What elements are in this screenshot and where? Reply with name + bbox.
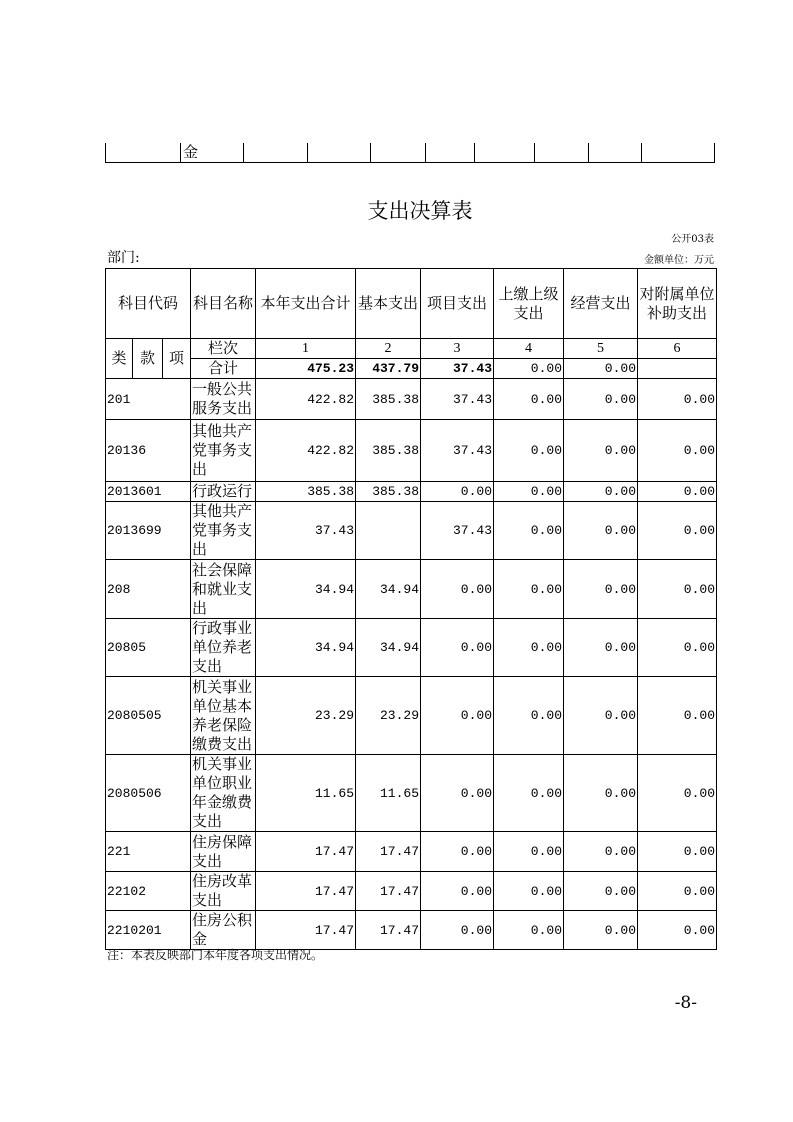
- header-business-expenditure: 经营支出: [564, 269, 638, 339]
- column-index-label: 栏次: [191, 339, 256, 359]
- subject-name: 行政运行: [191, 482, 256, 502]
- subject-name: 机关事业单位职业年金缴费支出: [191, 755, 256, 832]
- project-expenditure: 37.43: [421, 420, 494, 482]
- upper-remittance-expenditure: 0.00: [494, 677, 564, 755]
- table-row: [106, 872, 717, 911]
- upper-remittance-expenditure: 0.00: [494, 502, 564, 560]
- project-expenditure: 0.00: [421, 832, 494, 872]
- basic-expenditure: 17.47: [356, 872, 421, 911]
- project-expenditure: 0.00: [421, 755, 494, 832]
- header-upper-remittance: 上缴上级支出: [494, 269, 564, 339]
- business-expenditure: 0.00: [564, 420, 638, 482]
- subject-name: 其他共产党事务支出: [191, 502, 256, 560]
- totals-label: 合计: [191, 359, 256, 379]
- total-expenditure: 422.82: [256, 379, 356, 420]
- subsidiary-subsidy-expenditure: 0.00: [638, 502, 717, 560]
- basic-expenditure: 385.38: [356, 379, 421, 420]
- upper-remittance-expenditure: 0.00: [494, 832, 564, 872]
- fragment-cell: [371, 143, 426, 163]
- upper-remittance-expenditure: 0.00: [494, 420, 564, 482]
- page-number: -8-: [674, 993, 697, 1013]
- business-expenditure: 0.00: [564, 502, 638, 560]
- column-number: 2: [356, 339, 421, 359]
- total-expenditure: 422.82: [256, 420, 356, 482]
- fragment-cell: [106, 143, 181, 163]
- business-expenditure: 0.00: [564, 560, 638, 619]
- table-row: [106, 502, 717, 560]
- subject-name: 住房公积金: [191, 911, 256, 950]
- fragment-cell: [642, 143, 715, 163]
- subject-code: 20805: [106, 619, 191, 677]
- table-row: [106, 832, 717, 872]
- business-expenditure: 0.00: [564, 379, 638, 420]
- subject-name: 机关事业单位基本养老保险缴费支出: [191, 677, 256, 755]
- fragment-cell: [535, 143, 589, 163]
- basic-expenditure: 34.94: [356, 619, 421, 677]
- column-number: 1: [256, 339, 356, 359]
- column-index-row: [106, 339, 717, 359]
- upper-remittance-expenditure: 0.00: [494, 911, 564, 950]
- table-row: [106, 755, 717, 832]
- basic-expenditure: 17.47: [356, 832, 421, 872]
- total-expenditure: 17.47: [256, 832, 356, 872]
- page-title: 支出决算表: [367, 199, 473, 223]
- fragment-cell: [426, 143, 475, 163]
- business-expenditure: 0.00: [564, 832, 638, 872]
- subsidiary-subsidy-expenditure: 0.00: [638, 832, 717, 872]
- basic-expenditure: 34.94: [356, 560, 421, 619]
- subject-code: 2210201: [106, 911, 191, 950]
- upper-remittance-expenditure: 0.00: [494, 560, 564, 619]
- project-expenditure: 0.00: [421, 872, 494, 911]
- upper-remittance-expenditure: 0.00: [494, 755, 564, 832]
- column-number: 3: [421, 339, 494, 359]
- basic-expenditure: [356, 502, 421, 560]
- table-row: [106, 420, 717, 482]
- subsidiary-subsidy-expenditure: 0.00: [638, 755, 717, 832]
- business-expenditure: 0.00: [564, 482, 638, 502]
- total-expenditure: 23.29: [256, 677, 356, 755]
- amount-unit-label: 金额单位：万元: [644, 255, 714, 266]
- project-expenditure: 0.00: [421, 619, 494, 677]
- header-subsidiary-subsidy: 对附属单位补助支出: [638, 269, 717, 339]
- fragment-row: [106, 143, 715, 163]
- upper-remittance-expenditure: 0.00: [494, 482, 564, 502]
- upper-remittance-expenditure: 0.00: [494, 619, 564, 677]
- subject-name: 一般公共服务支出: [191, 379, 256, 420]
- header-subject-code: 科目代码: [106, 269, 191, 339]
- table-row: [106, 619, 717, 677]
- business-expenditure: 0.00: [564, 911, 638, 950]
- column-number: 4: [494, 339, 564, 359]
- table-row: [106, 560, 717, 619]
- subject-code: 22102: [106, 872, 191, 911]
- header-basic-expenditure: 基本支出: [356, 269, 421, 339]
- subject-code: 2013601: [106, 482, 191, 502]
- table-row: [106, 482, 717, 502]
- upper-remittance-expenditure: 0.00: [494, 379, 564, 420]
- subsidiary-subsidy-expenditure: 0.00: [638, 420, 717, 482]
- subsidiary-subsidy-expenditure: 0.00: [638, 560, 717, 619]
- upper-remittance-expenditure: 0.00: [494, 872, 564, 911]
- subsidiary-subsidy-expenditure: 0.00: [638, 677, 717, 755]
- subject-name: 住房改革支出: [191, 872, 256, 911]
- total-expenditure: 34.94: [256, 560, 356, 619]
- header-section: 款: [133, 339, 163, 379]
- fragment-cell: [308, 143, 371, 163]
- total-expenditure: 17.47: [256, 911, 356, 950]
- total-expenditure: 17.47: [256, 872, 356, 911]
- table-row: [106, 911, 717, 950]
- subject-code: 2013699: [106, 502, 191, 560]
- subject-name: 社会保障和就业支出: [191, 560, 256, 619]
- subject-code: 201: [106, 379, 191, 420]
- subsidiary-subsidy-expenditure: 0.00: [638, 379, 717, 420]
- previous-table-fragment: [105, 143, 715, 163]
- fragment-cell: [475, 143, 535, 163]
- form-number: 公开03表: [671, 234, 714, 245]
- subsidiary-subsidy-expenditure: 0.00: [638, 872, 717, 911]
- subject-code: 2080505: [106, 677, 191, 755]
- subject-code: 221: [106, 832, 191, 872]
- business-expenditure: 0.00: [564, 755, 638, 832]
- total-expenditure: 385.38: [256, 482, 356, 502]
- subject-name: 行政事业单位养老支出: [191, 619, 256, 677]
- basic-expenditure: 17.47: [356, 911, 421, 950]
- project-expenditure: 0.00: [421, 482, 494, 502]
- subsidiary-subsidy-expenditure: 0.00: [638, 911, 717, 950]
- header-project-expenditure: 项目支出: [421, 269, 494, 339]
- business-expenditure: 0.00: [564, 677, 638, 755]
- department-label: 部门:: [107, 250, 140, 266]
- subsidiary-subsidy-expenditure: 0.00: [638, 619, 717, 677]
- expenditure-table: [105, 268, 717, 950]
- upper-remittance-expenditure: 0.00: [494, 359, 564, 379]
- subject-name: 住房保障支出: [191, 832, 256, 872]
- fragment-cell-text: 金: [181, 143, 244, 163]
- basic-expenditure: 385.38: [356, 482, 421, 502]
- project-expenditure: 37.43: [421, 359, 494, 379]
- project-expenditure: 0.00: [421, 911, 494, 950]
- basic-expenditure: 437.79: [356, 359, 421, 379]
- table-row: [106, 379, 717, 420]
- total-expenditure: 34.94: [256, 619, 356, 677]
- total-expenditure: 475.23: [256, 359, 356, 379]
- subsidiary-subsidy-expenditure: [638, 359, 717, 379]
- subject-name: 其他共产党事务支出: [191, 420, 256, 482]
- header-total-expenditure: 本年支出合计: [256, 269, 356, 339]
- business-expenditure: 0.00: [564, 359, 638, 379]
- basic-expenditure: 385.38: [356, 420, 421, 482]
- fragment-cell: [244, 143, 308, 163]
- project-expenditure: 0.00: [421, 560, 494, 619]
- totals-row: [106, 359, 717, 379]
- table-note: 注：本表反映部门本年度各项支出情况。: [107, 948, 324, 962]
- project-expenditure: 0.00: [421, 677, 494, 755]
- column-number: 6: [638, 339, 717, 359]
- subject-code: 20136: [106, 420, 191, 482]
- header-subject-name: 科目名称: [191, 269, 256, 339]
- header-item: 项: [163, 339, 191, 379]
- project-expenditure: 37.43: [421, 379, 494, 420]
- business-expenditure: 0.00: [564, 619, 638, 677]
- basic-expenditure: 11.65: [356, 755, 421, 832]
- column-number: 5: [564, 339, 638, 359]
- header-class: 类: [106, 339, 133, 379]
- header-row: [106, 269, 717, 339]
- subject-code: 208: [106, 560, 191, 619]
- fragment-cell: [589, 143, 642, 163]
- project-expenditure: 37.43: [421, 502, 494, 560]
- table-row: [106, 677, 717, 755]
- total-expenditure: 37.43: [256, 502, 356, 560]
- basic-expenditure: 23.29: [356, 677, 421, 755]
- subsidiary-subsidy-expenditure: 0.00: [638, 482, 717, 502]
- subject-code: 2080506: [106, 755, 191, 832]
- total-expenditure: 11.65: [256, 755, 356, 832]
- business-expenditure: 0.00: [564, 872, 638, 911]
